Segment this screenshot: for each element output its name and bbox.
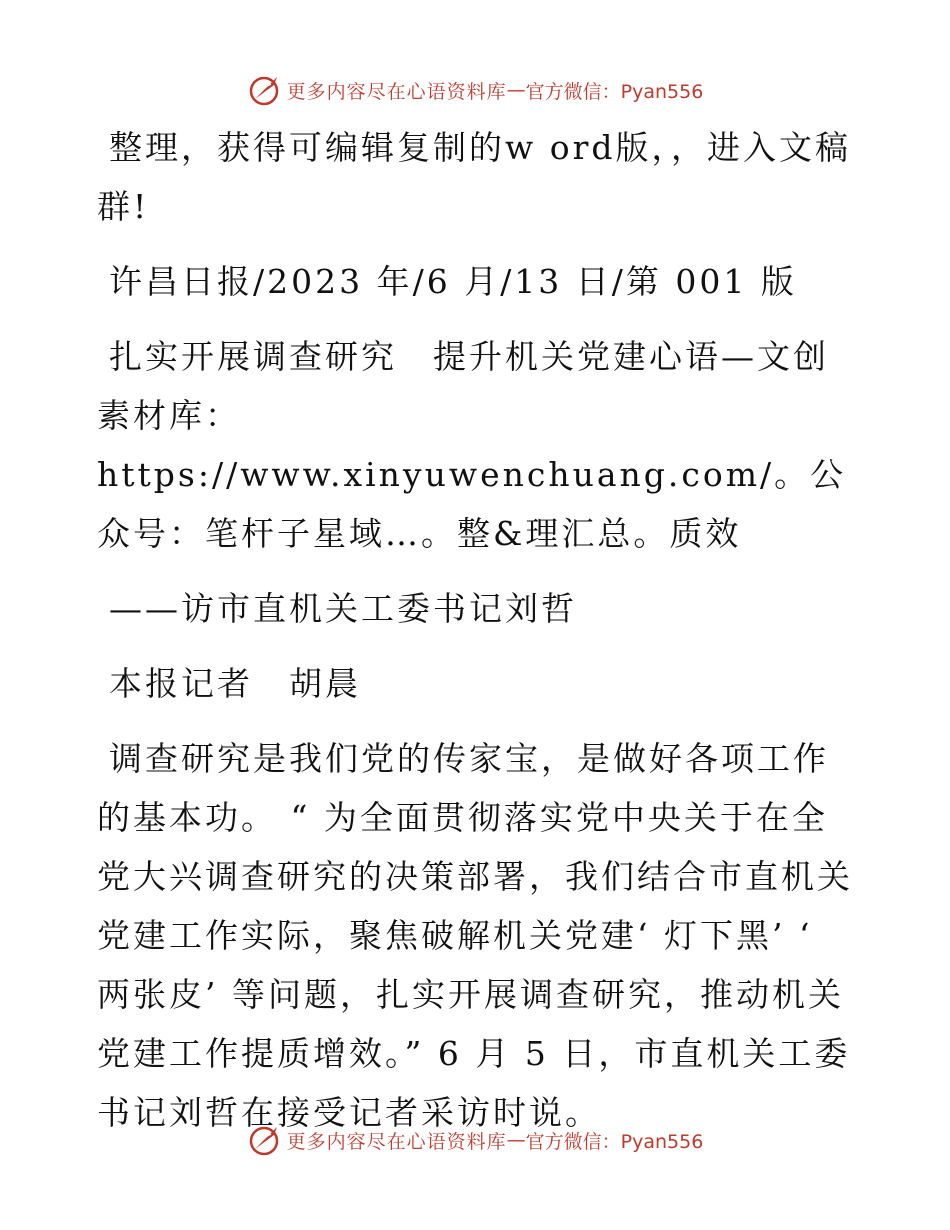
watermark-separator: — bbox=[506, 79, 526, 101]
watermark-text: 更多内容尽在心语资料库 bbox=[286, 80, 507, 103]
article-title: 扎实开展调查研究 提升机关党建心语—文创素材库：https://www.xinyuwenchuang.com/。公众号：笔杆子星域…。整&理汇总。质效 bbox=[97, 337, 847, 553]
quill-logo-icon bbox=[247, 1122, 283, 1158]
quill-logo-icon bbox=[247, 72, 283, 108]
watermark-wechat: 官方微信：Pyan556 bbox=[525, 80, 704, 103]
footer-watermark bbox=[0, 1120, 950, 1160]
watermark-text: 更多内容尽在心语资料库 bbox=[286, 1130, 507, 1153]
intro-paragraph: 整理，获得可编辑复制的w ord版，，进入文稿群! bbox=[97, 128, 852, 226]
watermark-separator: — bbox=[506, 1129, 526, 1151]
article-subtitle: ——访市直机关工委书记刘哲 bbox=[109, 589, 577, 628]
document-body bbox=[97, 118, 857, 1142]
header-watermark bbox=[0, 70, 950, 110]
body-paragraph: 调查研究是我们党的传家宝，是做好各项工作的基本功。 “ 为全面贯彻落实党中央关于在全党大兴调查研究的决策部署，我们结合市直机关党建工作实际，聚焦破解机关党建‘ 灯下黑’ ‘ 两张皮’ 等问题，扎实开展调查研究，推动机关党建工作提质增效。” 6 月 5 日，市直机关工委书记刘哲在接受记者采访时说。 bbox=[97, 739, 853, 1132]
source-line: 许昌日报/2023 年/6 月/13 日/第 001 版 bbox=[109, 262, 797, 301]
byline: 本报记者 胡晨 bbox=[109, 664, 361, 703]
watermark-wechat: 官方微信：Pyan556 bbox=[525, 1130, 704, 1153]
